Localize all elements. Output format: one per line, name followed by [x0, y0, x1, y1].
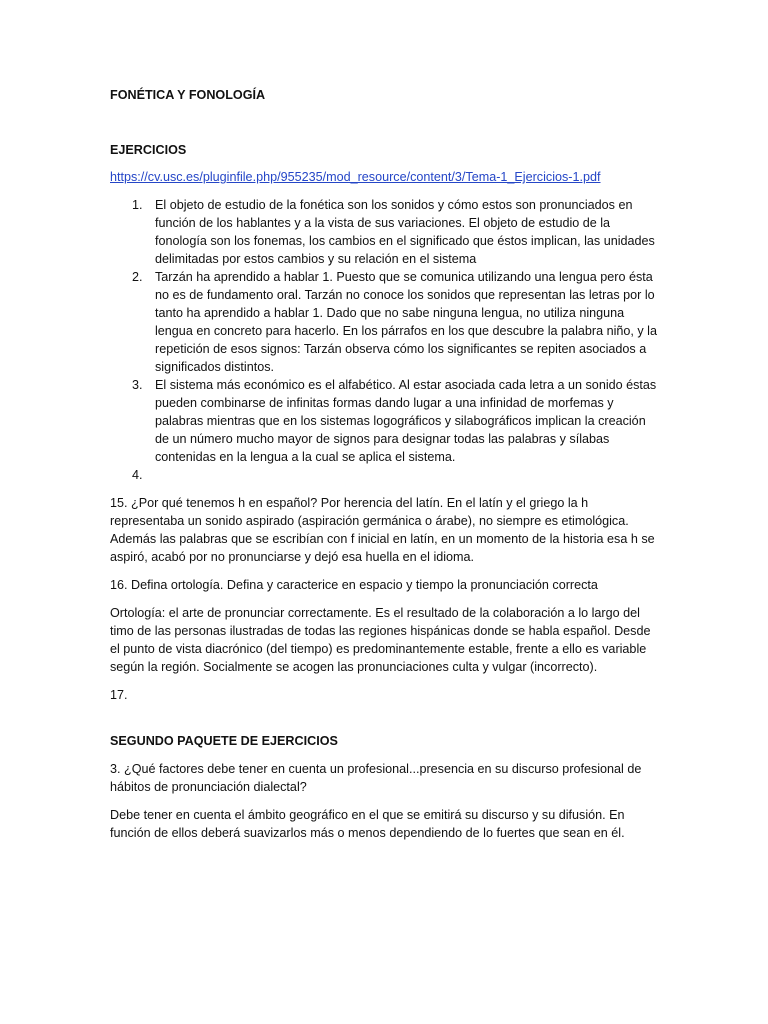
- paragraph-question-16: 16. Defina ortología. Defina y caracterice en espacio y tiempo la pronunciación correcta: [110, 578, 598, 592]
- list-item-number: 3.: [132, 378, 143, 392]
- list-item: [110, 268, 658, 376]
- paragraph-question-3: 3. ¿Qué factores debe tener en cuenta un profesional...presencia en su discurso profesional de hábitos de pronunciación dialectal?: [110, 762, 642, 794]
- document-title: FONÉTICA Y FONOLOGÍA: [110, 88, 266, 102]
- list-item: [110, 196, 658, 268]
- paragraph-answer-3: Debe tener en cuenta el ámbito geográfico en el que se emitirá su discurso y su difusión. En función de ellos deberá suavizarlos más o menos dependiendo de lo fuertes que sean en él.: [110, 808, 625, 840]
- list-item-number: 4.: [132, 468, 143, 482]
- list-item-number: 1.: [132, 198, 143, 212]
- section-heading-segundo-paquete: SEGUNDO PAQUETE DE EJERCICIOS: [110, 734, 338, 748]
- list-item: [110, 466, 658, 484]
- answers-list: [110, 196, 658, 484]
- document-body: [110, 86, 658, 842]
- list-item-text: Tarzán ha aprendido a hablar 1. Puesto que se comunica utilizando una lengua pero ésta no es de fundamento oral. Tarzán no conoce los sonidos que representan las letras por lo tanto ha aprendido a hablar 1. Dado que no sabe ninguna lengua, no utiliza ninguna lengua en concreto para hacerlo. En los párrafos en los que descubre la palabra niño, y la repetición de esos signos: Tarzán observa cómo los significantes se repiten asociados a significados distintos.: [155, 270, 657, 374]
- section-heading-ejercicios: EJERCICIOS: [110, 143, 187, 157]
- list-item-text: El sistema más económico es el alfabético. Al estar asociada cada letra a un sonido éstas pueden combinarse de infinitas formas dando lugar a una infinidad de morfemas y palabras mientras que en los sistemas logográficos y silabográficos implican la creación de un número mucho mayor de signos para designar todas las palabras y sílabas contenidas en la lengua a la cual se aplica el sistema.: [155, 378, 657, 464]
- paragraph-question-15: 15. ¿Por qué tenemos h en español? Por herencia del latín. En el latín y el griego la h representaba un sonido aspirado (aspiración germánica o árabe), no siempre es etimológica. Además las palabras que se escribían con f inicial en latín, en un momento de la historia esa h se aspiró, acabó por no pronunciarse y dejó esa huella en el idioma.: [110, 496, 655, 564]
- exercises-pdf-link[interactable]: https://cv.usc.es/pluginfile.php/955235/mod_resource/content/3/Tema-1_Ejercicios-1.pdf: [110, 170, 601, 184]
- paragraph-question-17: 17.: [110, 688, 128, 702]
- list-item-number: 2.: [132, 270, 143, 284]
- list-item: [110, 376, 658, 466]
- paragraph-ortologia: Ortología: el arte de pronunciar correctamente. Es el resultado de la colaboración a lo largo del timo de las personas ilustradas de todas las regiones hispánicas donde se habla español. Desde el punto de vista diacrónico (del tiempo) es predominantemente estable, frente a ello es variable según la región. Socialmente se acogen las pronunciaciones culta y vulgar (incorrecto).: [110, 606, 651, 674]
- list-item-text: El objeto de estudio de la fonética son los sonidos y cómo estos son pronunciados en función de los hablantes y a la vista de sus variaciones. El objeto de estudio de la fonología son los fonemas, los cambios en el significado que éstos implican, las unidades delimitadas por estos cambios y su relación en el sistema: [155, 198, 655, 266]
